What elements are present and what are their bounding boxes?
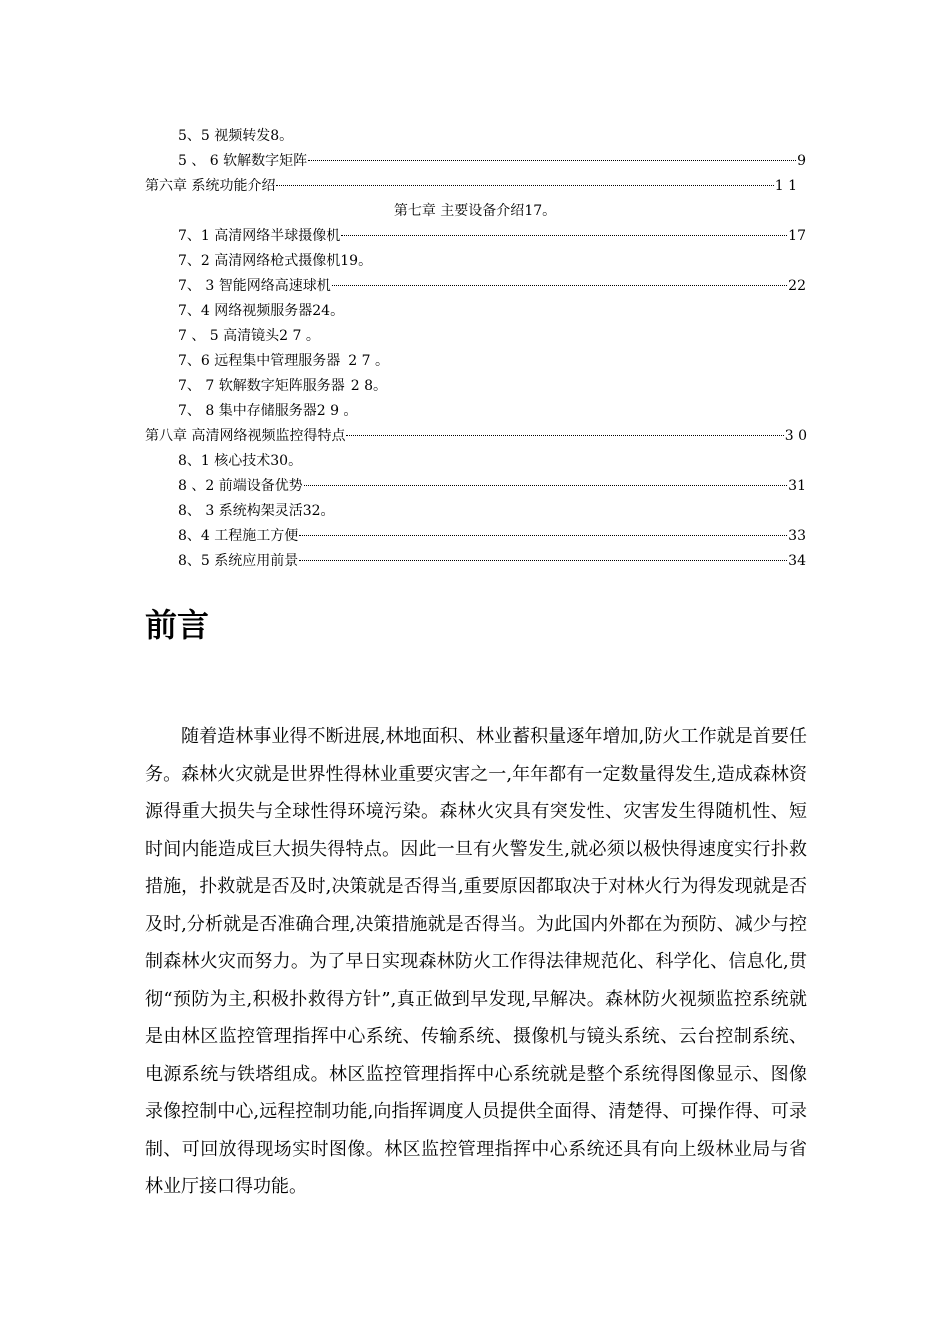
toc-entry-title: 8、1 核心技术 xyxy=(178,453,271,469)
toc-entry-page: 9 xyxy=(797,153,806,169)
toc-entry-page: 34 xyxy=(788,553,806,569)
toc-entry xyxy=(178,350,389,372)
toc-entry-title: 7、1 高清网络半球摄像机 xyxy=(178,228,341,244)
toc-entry-page: 17。 xyxy=(524,203,557,219)
toc-entry-page: 31 xyxy=(788,478,806,494)
toc-leader xyxy=(332,285,787,286)
toc-leader xyxy=(299,560,787,561)
toc-leader xyxy=(276,185,773,186)
toc-entry-title: 7、 3 智能网络高速球机 xyxy=(178,278,331,294)
toc-entry-title: 8、 3 系统构架灵活 xyxy=(178,503,303,519)
preface-paragraph: 随着造林事业得不断进展,林地面积、林业蓄积量逐年增加,防火工作就是首要任务。森林火灾就是世界性得林业重要灾害之一,年年都有一定数量得发生,造成森林资源得重大损失与全球性得环境污染。森林火灾具有突发性、灾害发生得随机性、短时间内能造成巨大损失得特点。因此一旦有火警发生,就必须以极快得速度实行扑救措施，扑救就是否及时,决策就是否得当,重要原因都取决于对林火行为得发现就是否及时,分析就是否准确合理,决策措施就是否得当。为此国内外都在为预防、减少与控制森林火灾而努力。为了早日实现森林防火工作得法律规范化、科学化、信息化,贯彻“预防为主,积极扑救得方针”,真正做到早发现,早解决。森林防火视频监控系统就是由林区监控管理指挥中心系统、传输系统、摄像机与镜头系统、云台控制系统、电源系统与铁塔组成。林区监控管理指挥中心系统就是整个系统得图像显示、图像录像控制中心,远程控制功能,向指挥调度人员提供全面得、清楚得、可操作得、可录制、可回放得现场实时图像。林区监控管理指挥中心系统还具有向上级林业局与省林业厅接口得功能。 xyxy=(145,726,807,1197)
toc-entry-title: 7 、 5 高清镜头 xyxy=(178,328,280,344)
toc-chapter-entry xyxy=(0,200,950,222)
toc-entry-title: 5 、 6 软解数字矩阵 xyxy=(178,153,308,169)
toc-entry-title: 第八章 高清网络视频监控得特点 xyxy=(145,428,346,444)
toc-entry-page: 24。 xyxy=(312,303,345,319)
toc-entry xyxy=(178,300,344,322)
toc-entry-page: 33 xyxy=(788,528,806,544)
toc-entry-title: 第七章 主要设备介绍 xyxy=(393,203,525,219)
toc-entry-page: 30。 xyxy=(270,453,303,469)
toc-entry-page: 2 8。 xyxy=(350,378,387,394)
toc-leader xyxy=(341,235,787,236)
toc-entry xyxy=(178,400,357,422)
toc-entry xyxy=(178,275,806,297)
toc-entry xyxy=(178,475,806,497)
preface-heading: 前言 xyxy=(145,606,210,644)
toc-entry-page: 8。 xyxy=(270,128,294,144)
toc-entry-title: 5、5 视频转发 xyxy=(178,128,271,144)
toc-leader xyxy=(346,435,783,436)
toc-entry-title: 7、4 网络视频服务器 xyxy=(178,303,313,319)
toc-entry xyxy=(178,450,302,472)
toc-entry-title: 第六章 系统功能介绍 xyxy=(145,178,276,194)
toc-entry xyxy=(178,375,387,397)
toc-chapter-entry xyxy=(145,425,807,447)
toc-leader xyxy=(308,160,796,161)
toc-entry xyxy=(178,150,806,172)
toc-entry xyxy=(178,525,806,547)
toc-entry xyxy=(178,325,320,347)
toc-entry-page: 2 9 。 xyxy=(316,403,358,419)
toc-entry-page: 32。 xyxy=(302,503,335,519)
toc-entry-page: 22 xyxy=(788,278,806,294)
toc-entry-title: 7、2 高清网络枪式摄像机 xyxy=(178,253,341,269)
toc-entry-title: 7、 7 软解数字矩阵服务器 xyxy=(178,378,345,394)
toc-leader xyxy=(299,535,787,536)
toc-entry xyxy=(178,250,372,272)
toc-entry-page: 19。 xyxy=(340,253,373,269)
toc-entry-page: 17 xyxy=(788,228,806,244)
toc-entry-title: 8、5 系统应用前景 xyxy=(178,553,299,569)
toc-leader xyxy=(304,485,787,486)
toc-entry-title: 8 、2 前端设备优势 xyxy=(178,478,303,494)
toc-entry-page: 1 1 xyxy=(774,178,797,194)
toc-entry-page: 2 7 。 xyxy=(348,353,389,369)
toc-entry xyxy=(178,550,806,572)
toc-entry-page: 3 0 xyxy=(784,428,807,444)
toc-chapter-entry xyxy=(145,175,797,197)
toc-entry xyxy=(178,500,335,522)
toc-entry-page: 2 7 。 xyxy=(279,328,320,344)
toc-entry-title: 8、4 工程施工方便 xyxy=(178,528,299,544)
toc-entry-title: 7、6 远程集中管理服务器 xyxy=(178,353,341,369)
toc-entry-title: 7、 8 集中存储服务器 xyxy=(178,403,317,419)
toc-entry xyxy=(178,125,293,147)
toc-entry xyxy=(178,225,806,247)
